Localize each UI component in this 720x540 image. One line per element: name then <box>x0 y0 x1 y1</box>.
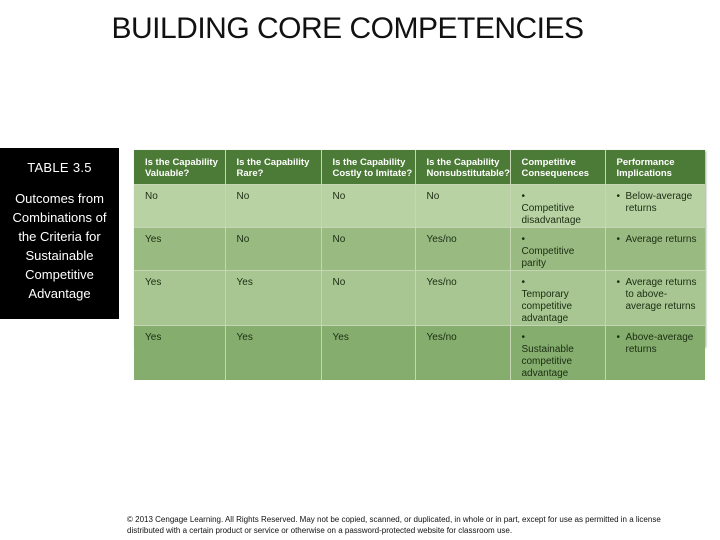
bullet: • <box>521 190 526 202</box>
performance-text: Above-average returns <box>625 331 694 355</box>
cell-valuable: Yes <box>134 325 225 380</box>
cell-valuable: Yes <box>134 227 225 270</box>
performance-text: Average returns <box>625 233 697 245</box>
cell-rare: Yes <box>225 325 321 380</box>
table-header-row <box>134 150 705 184</box>
header-valuable: Is the Capability Valuable? <box>134 150 225 184</box>
bullet: • <box>616 276 621 288</box>
bullet: • <box>616 331 621 343</box>
bullet: • <box>616 190 621 202</box>
header-nonsubstitutable: Is the Capability Nonsubstitutable? <box>415 150 510 184</box>
cell-valuable: Yes <box>134 270 225 325</box>
cell-performance <box>605 270 705 325</box>
cell-consequence <box>510 184 605 227</box>
header-performance-implications: Performance Implications <box>605 150 705 184</box>
cell-costly: Yes <box>321 325 415 380</box>
cell-rare: No <box>225 227 321 270</box>
performance-text: Average returns to above-average returns <box>625 276 697 312</box>
table-row <box>134 270 705 325</box>
consequence-text: Competitive parity <box>521 245 575 269</box>
table-row <box>134 227 705 270</box>
bullet: • <box>521 233 526 245</box>
cell-nonsubstitutable: Yes/no <box>415 325 510 380</box>
table-row <box>134 325 705 380</box>
consequence-text: Competitive disadvantage <box>521 202 581 226</box>
table-caption: Outcomes from Combinations of the Criteria for Sustainable Competitive Advantage <box>12 191 107 301</box>
cell-nonsubstitutable: Yes/no <box>415 227 510 270</box>
cell-consequence <box>510 227 605 270</box>
table-caption-box <box>0 148 119 319</box>
cell-performance <box>605 184 705 227</box>
cell-nonsubstitutable: No <box>415 184 510 227</box>
header-competitive-consequences: Competitive Consequences <box>510 150 605 184</box>
cell-consequence <box>510 270 605 325</box>
bullet: • <box>521 331 526 343</box>
header-costly-to-imitate: Is the Capability Costly to Imitate? <box>321 150 415 184</box>
cell-consequence <box>510 325 605 380</box>
cell-valuable: No <box>134 184 225 227</box>
bullet: • <box>521 276 526 288</box>
cell-performance <box>605 227 705 270</box>
copyright-notice: © 2013 Cengage Learning. All Rights Reserved. May not be copied, scanned, or duplicated, in whole or in part, except for use as permitted in a license distributed with a certain product or service or otherwise on a password-protected website for classroom use. <box>127 515 661 535</box>
cell-nonsubstitutable: Yes/no <box>415 270 510 325</box>
consequence-text: Sustainable competitive advantage <box>521 343 574 379</box>
cell-costly: No <box>321 270 415 325</box>
cell-performance <box>605 325 705 380</box>
bullet: • <box>616 233 621 245</box>
competencies-table-container <box>134 150 705 379</box>
table-row <box>134 184 705 227</box>
cell-costly: No <box>321 184 415 227</box>
cell-rare: No <box>225 184 321 227</box>
competencies-table <box>134 150 705 380</box>
slide-title: BUILDING CORE COMPETENCIES <box>111 12 584 45</box>
header-rare: Is the Capability Rare? <box>225 150 321 184</box>
consequence-text: Temporary competitive advantage <box>521 288 573 324</box>
table-number-label: TABLE 3.5 <box>27 160 92 175</box>
cell-costly: No <box>321 227 415 270</box>
performance-text: Below-average returns <box>625 190 693 214</box>
cell-rare: Yes <box>225 270 321 325</box>
